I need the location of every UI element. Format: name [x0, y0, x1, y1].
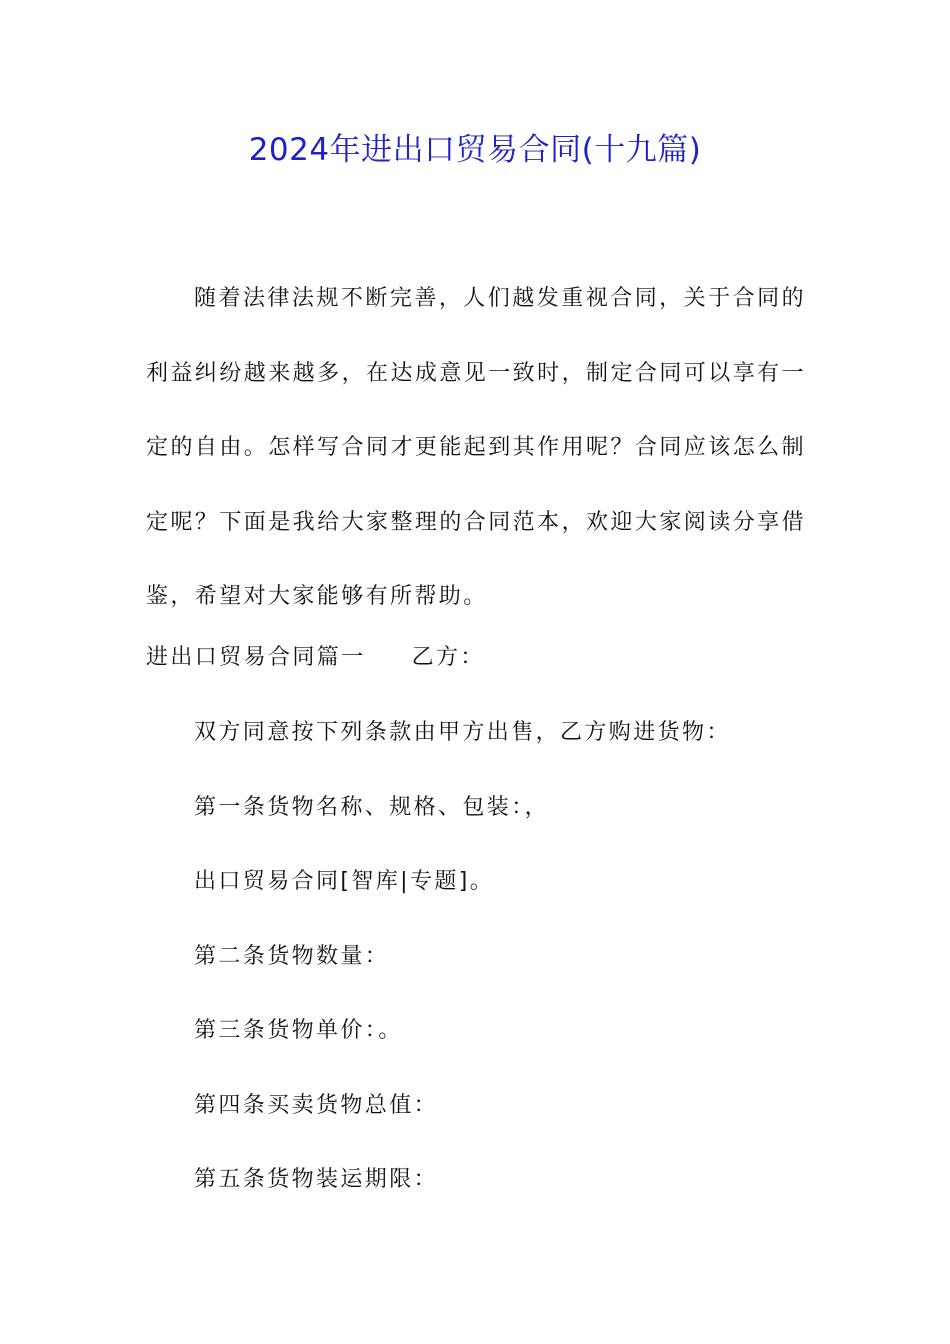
contract-line: 第一条货物名称、规格、包装：， [194, 795, 550, 820]
party-b-label: 乙方： [411, 645, 485, 670]
contract-line: 第五条货物装运期限： [194, 1167, 439, 1192]
document-title: 2024年进出口贸易合同(十九篇) [248, 132, 702, 168]
section-heading-line [146, 643, 485, 673]
contract-line: 第二条货物数量： [194, 944, 390, 969]
contract-line: 第三条货物单价：。 [194, 1018, 403, 1043]
contract-line: 双方同意按下列条款由甲方出售，乙方购进货物： [194, 720, 731, 745]
contract-line: 出口贸易合同[智库|专题]。 [194, 869, 495, 894]
intro-paragraph: 随着法律法规不断完善，人们越发重视合同，关于合同的利益纠纷越来越多，在达成意见一致时，制定合同可以享有一定的自由。怎样写合同才更能起到其作用呢？合同应该怎么制定呢？下面是我给大家整理的合同范本，欢迎大家阅读分享借鉴，希望对大家能够有所帮助。 [146, 286, 806, 609]
section-heading: 进出口贸易合同篇一 [146, 645, 366, 670]
contract-line: 第四条买卖货物总值： [194, 1093, 439, 1118]
